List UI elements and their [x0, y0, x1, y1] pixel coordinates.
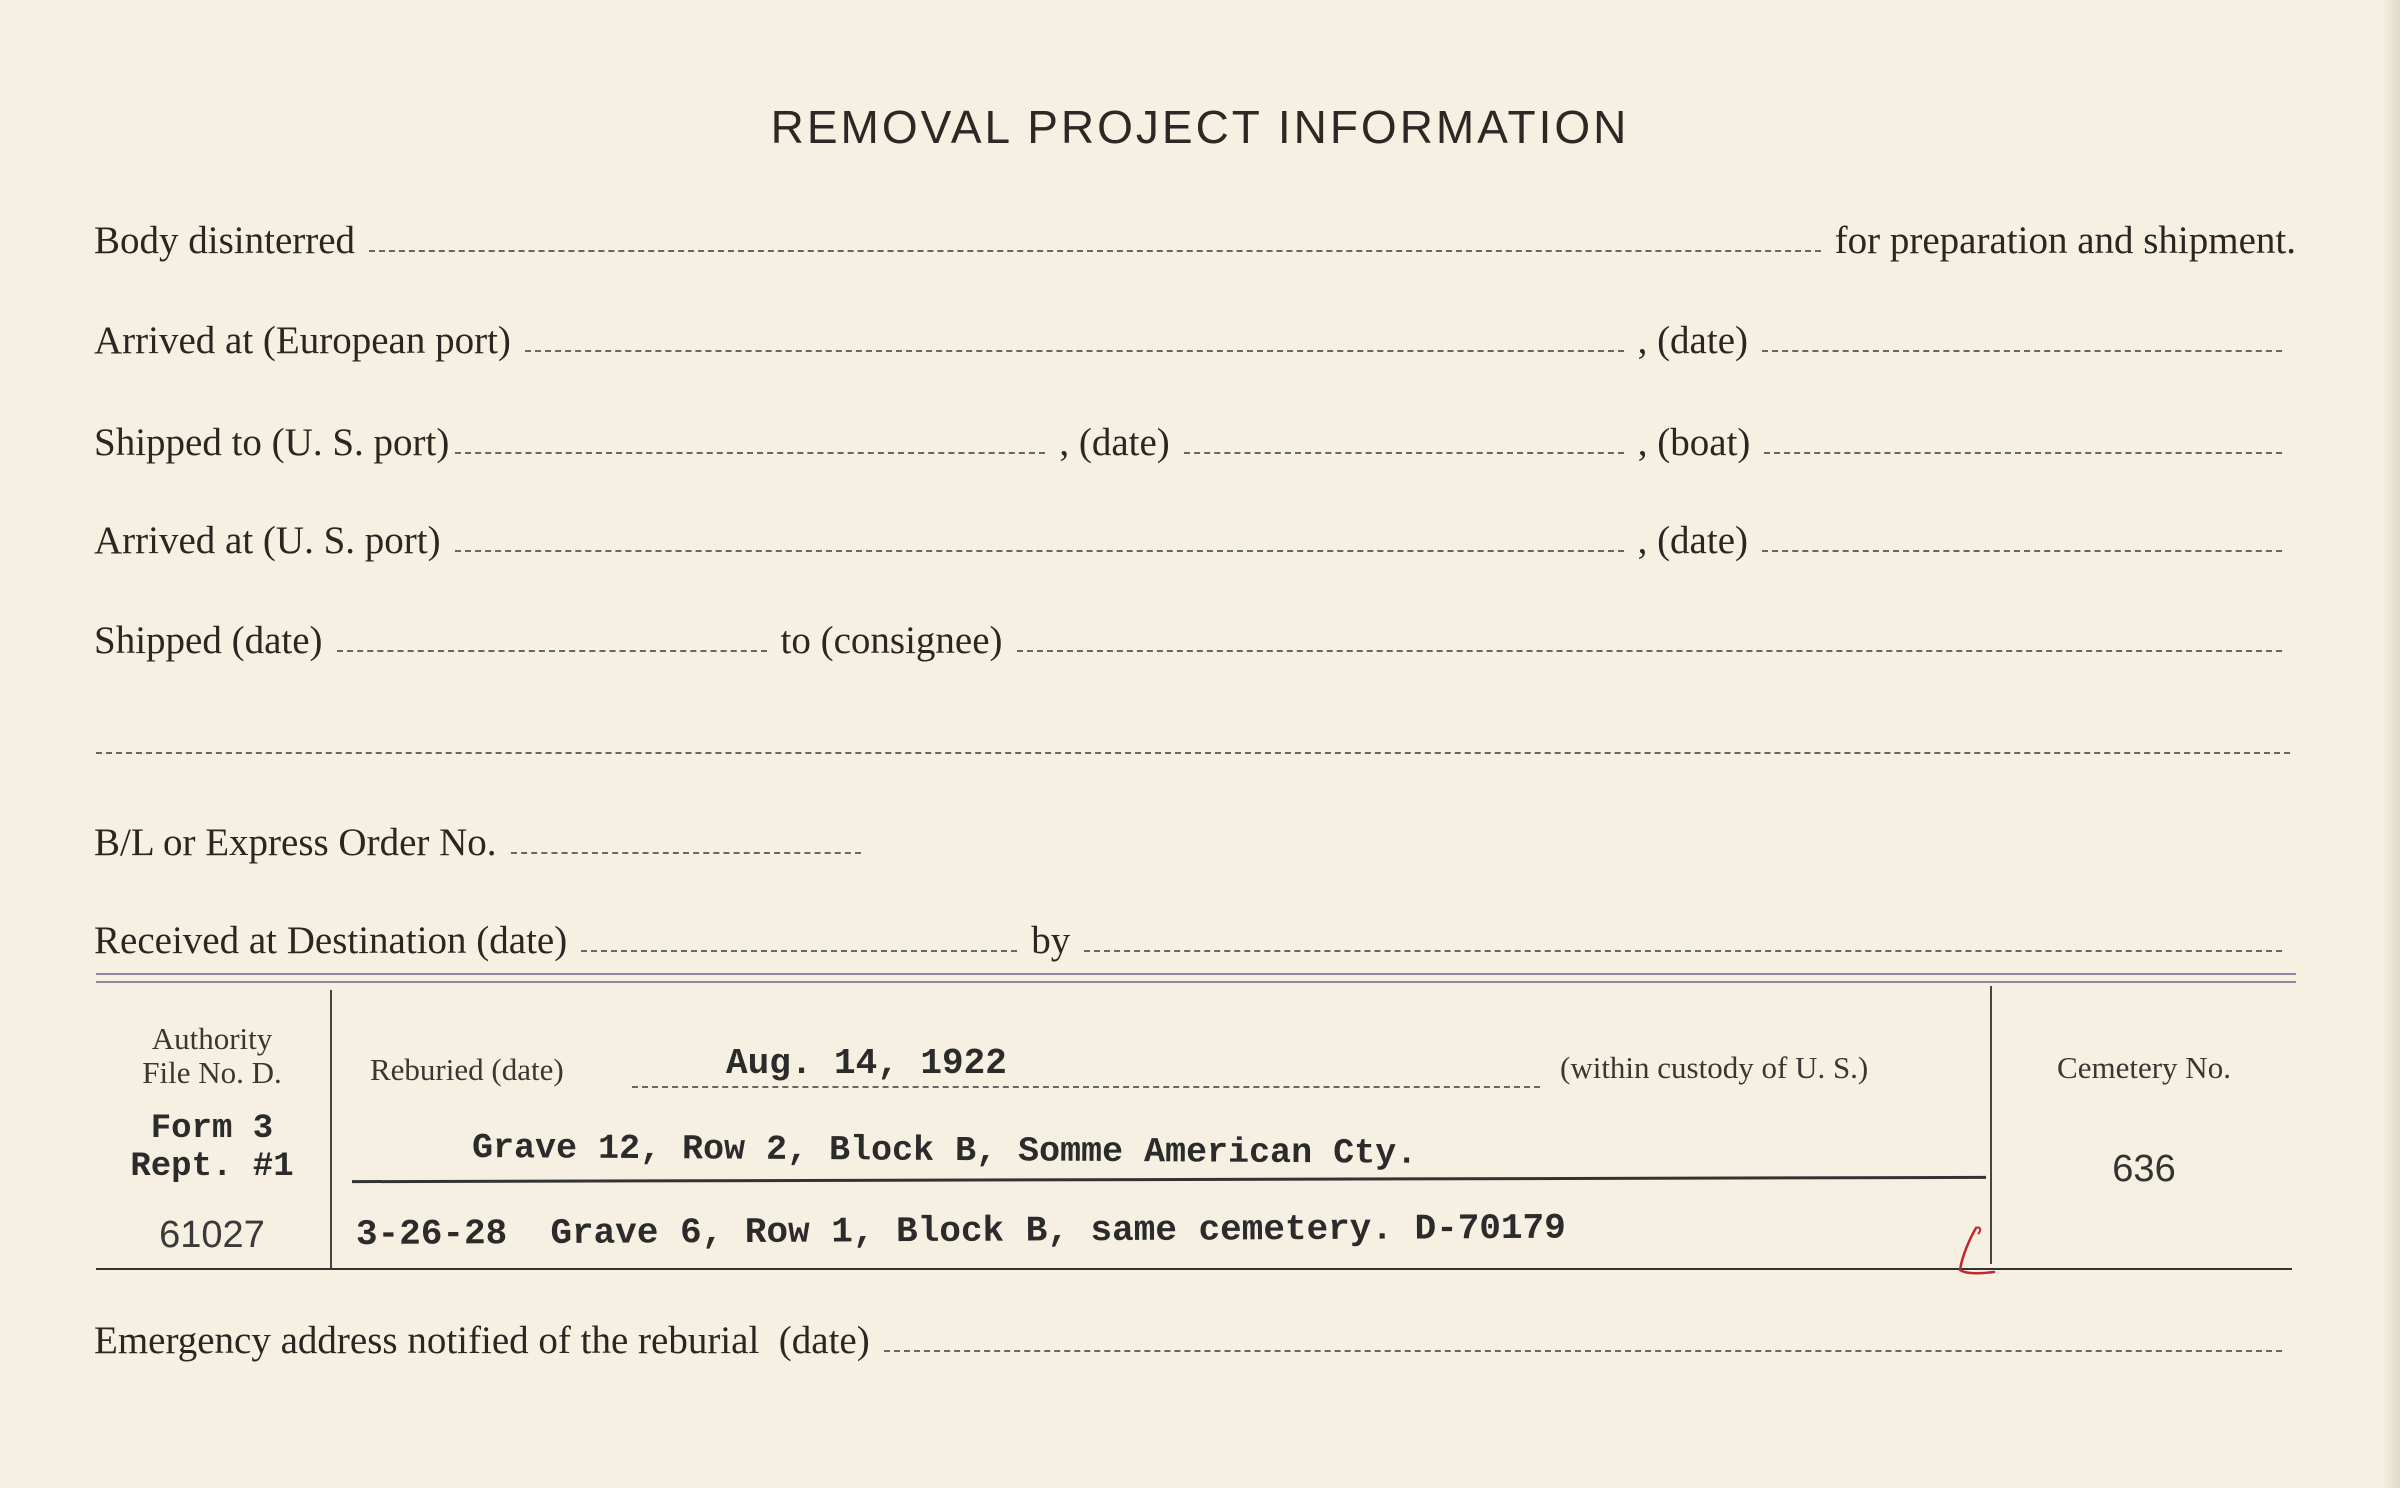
authority-label-line-2: File No. D. [142, 1055, 282, 1090]
body-disinterred-blank[interactable] [369, 250, 1821, 252]
file-number: 61027 [159, 1214, 265, 1256]
emergency-row [94, 1318, 2296, 1363]
boat-label: , (boat) [1637, 421, 1751, 464]
custody-label: (within custody of U. S.) [1560, 1050, 1869, 1085]
boat-blank[interactable] [1764, 452, 2282, 454]
arrived-european-date-blank[interactable] [1762, 350, 2282, 352]
arrived-european-blank[interactable] [525, 350, 1624, 352]
received-by-blank[interactable] [1084, 950, 2282, 952]
card-title-text: REMOVAL PROJECT INFORMATION [770, 101, 1630, 153]
shipped-us-label: Shipped to (U. S. port) [94, 421, 450, 464]
received-row [94, 918, 2296, 963]
arrived-us-date-blank[interactable] [1762, 550, 2282, 552]
form-line-1: Form 3 [150, 1110, 274, 1148]
cemetery-label: Cemetery No. [2057, 1050, 2231, 1085]
arrived-european-date-label: , (date) [1637, 319, 1748, 362]
shipped-us-date-blank[interactable] [1184, 452, 1624, 454]
card-title [0, 100, 2400, 154]
body-disinterred-label: Body disinterred [94, 219, 356, 262]
grave-original: Grave 12, Row 2, Block B, Somme American Cty. [471, 1128, 1418, 1174]
arrived-us-date-label: , (date) [1637, 519, 1748, 562]
consignee-blank[interactable] [1017, 650, 2282, 652]
shipped-us-row [94, 420, 2296, 465]
emergency-date-blank[interactable] [884, 1350, 2282, 1352]
form-line-2: Rept. #1 [130, 1148, 294, 1186]
consignee-label: to (consignee) [780, 619, 1003, 662]
section-divider [96, 973, 2296, 983]
authority-label [96, 1022, 328, 1090]
for-preparation-label: for preparation and shipment. [1834, 219, 2296, 262]
shipped-us-blank[interactable] [455, 452, 1045, 454]
arrived-us-label: Arrived at (U. S. port) [94, 519, 441, 562]
cemetery-number: 636 [2112, 1148, 2176, 1190]
bl-order-row [94, 820, 2296, 865]
shipped-date-row [94, 618, 2296, 663]
arrived-us-row [94, 518, 2296, 563]
table-divider-left [330, 990, 332, 1270]
received-label: Received at Destination (date) [94, 919, 568, 962]
arrived-us-blank[interactable] [455, 550, 1624, 552]
arrived-european-row [94, 318, 2296, 363]
by-label: by [1031, 919, 1071, 962]
form-reference [96, 1110, 328, 1186]
grave-current: 3-26-28 Grave 6, Row 1, Block B, same cemetery. D-70179 [355, 1207, 1566, 1255]
consignee-continuation-blank[interactable] [96, 752, 2290, 754]
shipped-date-blank[interactable] [337, 650, 767, 652]
shipped-date-label: Shipped (date) [94, 619, 323, 662]
bl-order-blank[interactable] [511, 852, 861, 854]
red-check-mark-icon [1950, 1222, 2006, 1282]
arrived-european-label: Arrived at (European port) [94, 319, 511, 362]
card-edge [2382, 0, 2400, 1488]
reburied-label: Reburied (date) [370, 1052, 564, 1087]
authority-label-line-1: Authority [151, 1021, 273, 1056]
reburied-date: Aug. 14, 1922 [726, 1043, 1007, 1084]
shipped-us-date-label: , (date) [1059, 421, 1170, 464]
grave-underline [352, 1176, 1986, 1183]
body-disinterred-row [94, 218, 2296, 263]
reburied-date-blank[interactable] [632, 1086, 1540, 1088]
bl-order-label: B/L or Express Order No. [94, 821, 497, 864]
received-date-blank[interactable] [581, 950, 1017, 952]
emergency-label: Emergency address notified of the reburial (date) [94, 1319, 870, 1362]
